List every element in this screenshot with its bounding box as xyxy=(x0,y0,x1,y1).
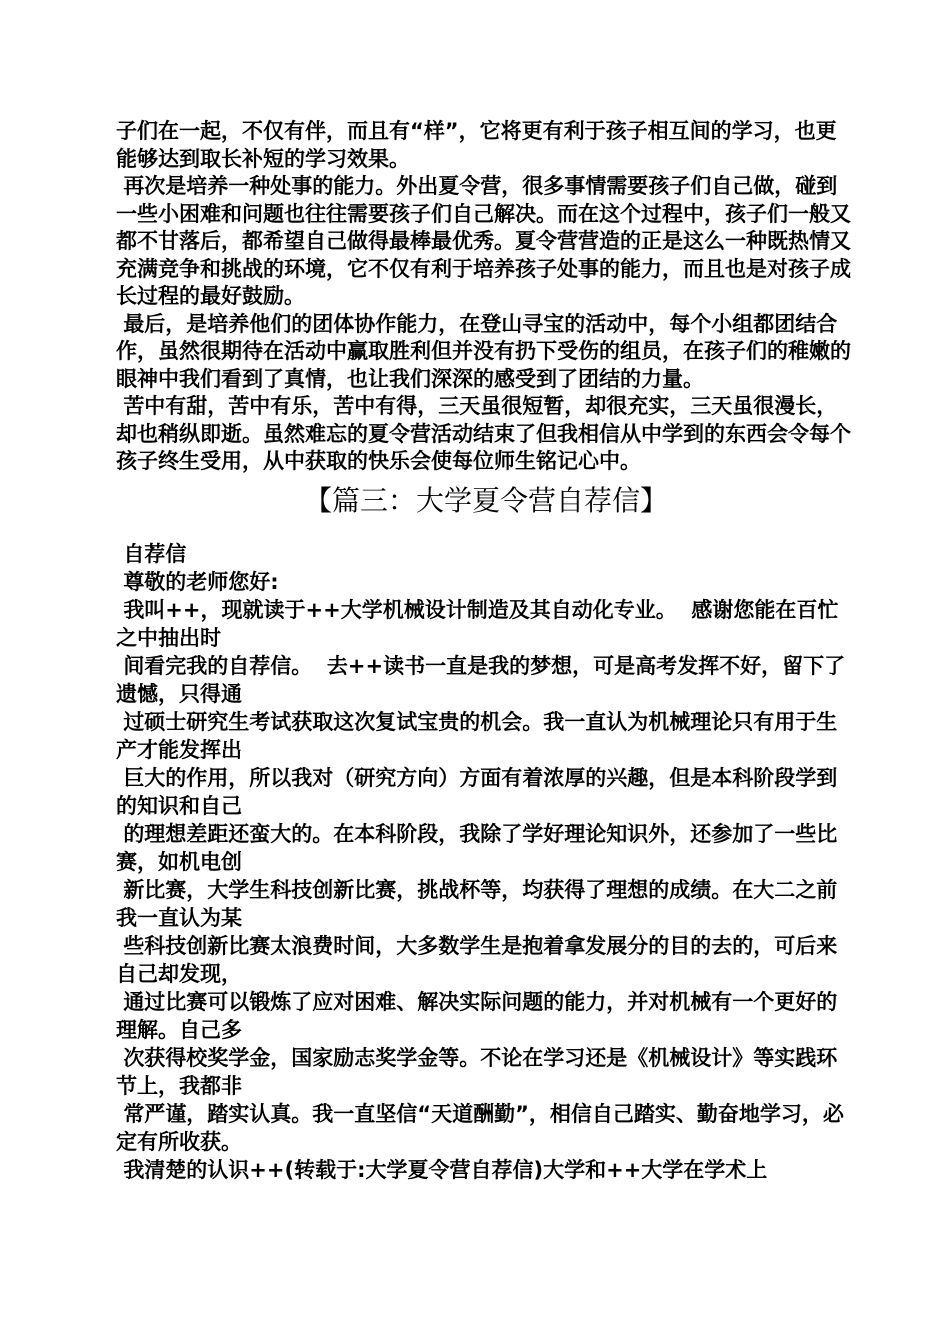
paragraph-2: 再次是培养一种处事的能力。外出夏令营，很多事情需要孩子们自己做，碰到一些小困难和问题也往往需要孩子们自己解决。而在这个过程中，孩子们一般又都不甘落后，都希望自己做得最棒最优秀。夏令营营造的正是这么一种既热情又充满竞争和挑战的环境，它不仅有利于培养孩子处事的能力，而且也是对孩子成长过程的最好鼓励。 xyxy=(116,174,851,308)
paragraph-3: 最后，是培养他们的团体协作能力，在登山寻宝的活动中，每个小组都团结合作，虽然很期待在活动中赢取胜利但并没有扔下受伤的组员，在孩子们的稚嫩的眼神中我们看到了真情，也让我们深深的感受到了团结的力量。 xyxy=(116,311,851,391)
section-self-recommendation-letter xyxy=(116,540,856,1184)
letter-line-11: 次获得校奖学金，国家励志奖学金等。不论在学习还是《机械设计》等实践环节上，我都非 xyxy=(116,1045,838,1098)
letter-line-3: 我叫++，现就读于++大学机械设计制造及其自动化专业。 感谢您能在百忙之中抽出时 xyxy=(116,597,839,650)
letter-line-4: 间看完我的自荐信。 去++读书一直是我的梦想，可是高考发挥不好，留下了遗憾，只得通 xyxy=(116,653,846,706)
paragraph-1: 子们在一起，不仅有伴，而且有“样”，它将更有利于孩子相互间的学习，也更能够达到取长补短的学习效果。 xyxy=(116,119,837,171)
letter-line-1: 自荐信 xyxy=(116,541,187,566)
letter-line-6: 巨大的作用，所以我对（研究方向）方面有着浓厚的兴趣，但是本科阶段学到的知识和自己 xyxy=(116,765,838,818)
letter-line-2: 尊敬的老师您好: xyxy=(116,569,279,594)
document-page xyxy=(116,118,856,1184)
section-heading: 【篇三：大学夏令营自荐信】 xyxy=(303,483,668,517)
letter-line-5: 过硕士研究生考试获取这次复试宝贵的机会。我一直认为机械理论只有用于生产才能发挥出 xyxy=(116,709,838,762)
letter-line-9: 些科技创新比赛太浪费时间，大多数学生是抱着拿发展分的目的去的，可后来自己却发现， xyxy=(116,933,838,986)
paragraph-4: 苦中有甜，苦中有乐，苦中有得，三天虽很短暂，却很充实，三天虽很漫长，却也稍纵即逝。虽然难忘的夏令营活动结束了但我相信从中学到的东西会令每个孩子终生受用，从中获取的快乐会使每位师生铭记心中。 xyxy=(116,394,851,473)
letter-line-13: 我清楚的认识++(转载于:大学夏令营自荐信)大学和++大学在学术上 xyxy=(116,1157,768,1182)
letter-line-12: 常严谨，踏实认真。我一直坚信“天道酬勤”，相信自己踏实、勤奋地学习，必定有所收获。 xyxy=(116,1101,844,1154)
section-summer-camp-reflection xyxy=(116,118,856,476)
letter-line-7: 的理想差距还蛮大的。在本科阶段，我除了学好理论知识外，还参加了一些比赛，如机电创 xyxy=(116,821,838,874)
letter-line-10: 通过比赛可以锻炼了应对困难、解决实际问题的能力，并对机械有一个更好的理解。自己多 xyxy=(116,989,838,1042)
letter-line-8: 新比赛，大学生科技创新比赛，挑战杯等，均获得了理想的成绩。在大二之前我一直认为某 xyxy=(116,877,838,930)
